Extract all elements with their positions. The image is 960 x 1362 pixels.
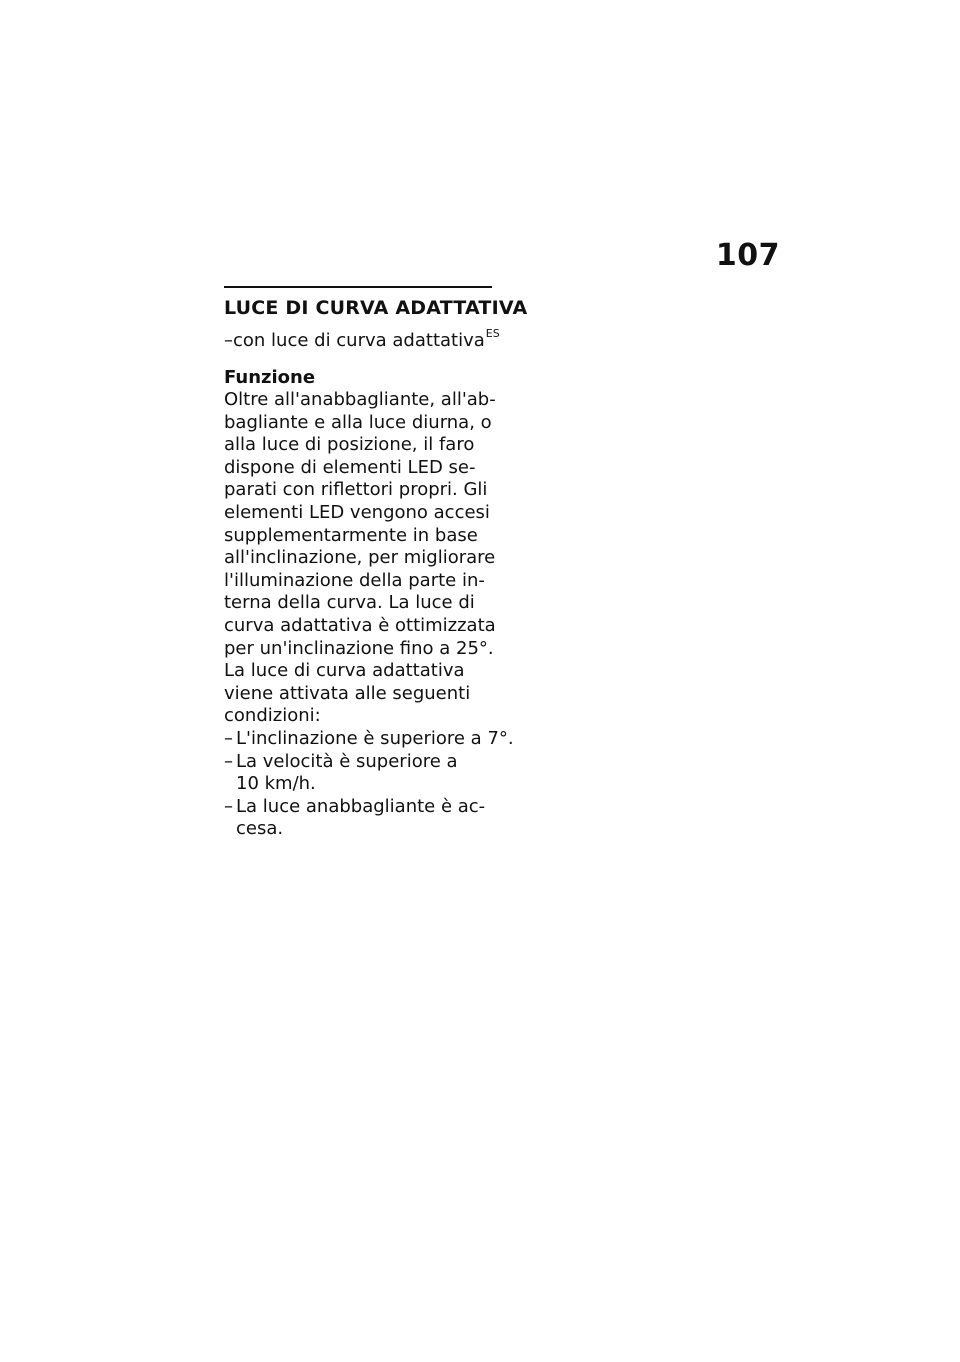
equipment-variant-note	[224, 322, 500, 353]
paragraph-line: curva adattativa è ottimizzata	[224, 614, 496, 636]
variant-superscript: ES	[485, 327, 500, 340]
list-item-text: cesa.	[236, 818, 284, 840]
paragraph-line: viene attivata alle seguenti	[224, 682, 471, 704]
list-item	[224, 751, 494, 796]
paragraph-line: elementi LED vengono accesi	[224, 501, 490, 523]
list-dash: –	[224, 727, 233, 749]
section-divider	[224, 286, 492, 288]
page-number: 107	[715, 238, 780, 273]
list-item-text: 10 km/h.	[236, 773, 316, 795]
paragraph-line: parati con riflettori propri. Gli	[224, 479, 488, 501]
paragraph-line: all'inclinazione, per migliorare	[224, 547, 496, 569]
conditions-list	[224, 727, 514, 841]
list-dash: –	[224, 750, 233, 772]
list-item	[224, 796, 494, 841]
list-item-text: L'inclinazione è superiore a 7°.	[236, 727, 514, 749]
list-item	[224, 727, 514, 751]
content-column	[224, 286, 528, 841]
paragraph-line: bagliante e alla luce diurna, o	[224, 411, 492, 433]
list-dash: –	[224, 795, 233, 817]
paragraph-line: l'illuminazione della parte in-	[224, 569, 485, 591]
section-title: LUCE DI CURVA ADATTATIVA	[224, 297, 528, 319]
function-paragraph	[224, 389, 494, 728]
paragraph-line: condizioni:	[224, 705, 321, 727]
paragraph-line: Oltre all'anabbagliante, all'ab-	[224, 389, 496, 410]
paragraph-line: alla luce di posizione, il faro	[224, 434, 475, 456]
paragraph-line: dispone di elementi LED se-	[224, 456, 476, 478]
paragraph-line: per un'inclinazione fino a 25°.	[224, 637, 494, 659]
subheading-funzione: Funzione	[224, 367, 316, 388]
paragraph-line: terna della curva. La luce di	[224, 592, 475, 614]
variant-dash: –	[224, 330, 233, 351]
paragraph-line: La luce di curva adattativa	[224, 660, 465, 682]
paragraph-line: supplementarmente in base	[224, 524, 478, 546]
variant-text: con luce di curva adattativa	[233, 330, 485, 351]
list-item-text: La velocità è superiore a	[236, 750, 458, 772]
list-item-text: La luce anabbagliante è ac-	[236, 795, 486, 817]
